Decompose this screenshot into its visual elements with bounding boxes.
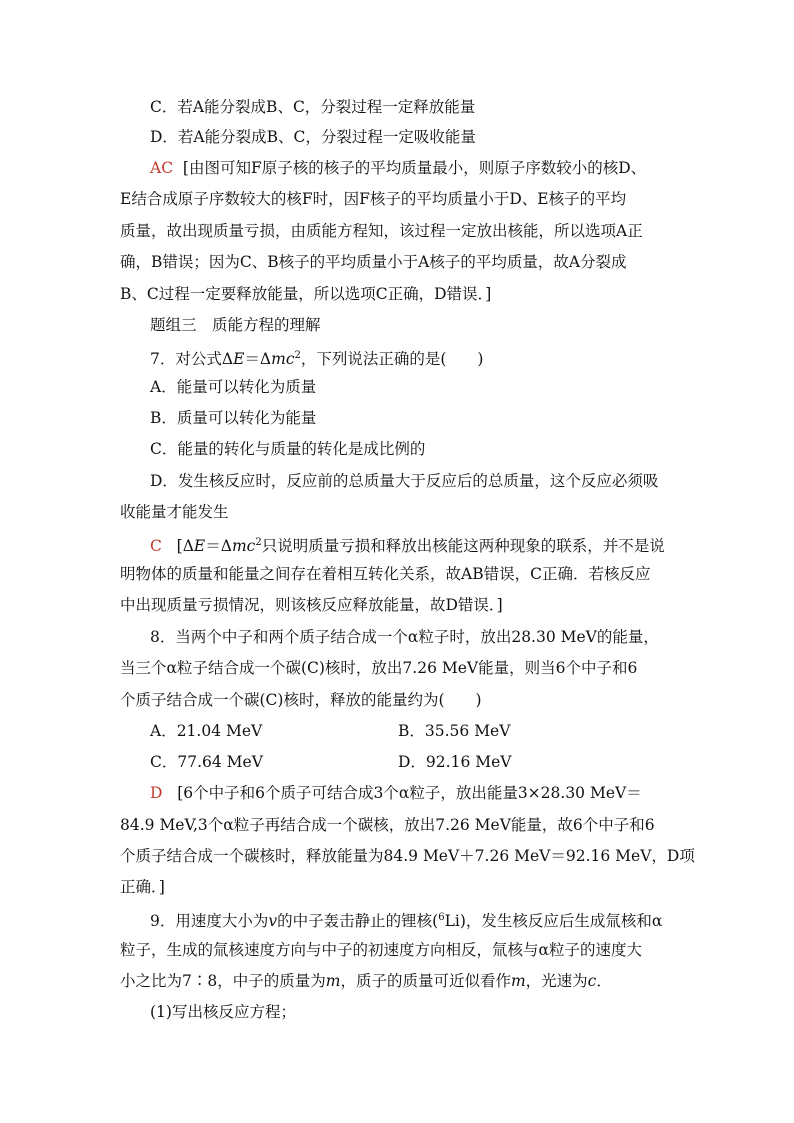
q6-explanation-line-4: 确，B错误；因为C、B核子的平均质量小于A核子的平均质量，故A分裂成 [120, 253, 627, 271]
q7-option-c: C．能量的转化与质量的转化是成比例的 [150, 440, 426, 458]
q8-option-b: B．35.56 MeV [398, 722, 511, 740]
q6-explanation-line-3: 质量，故出现质量亏损，由质能方程知，该过程一定放出核能，所以选项A正 [120, 222, 643, 240]
q9-stem-line-1: 9．用速度大小为v的中子轰击静止的锂核($^6$Li)，发生核反应后生成氚核和α [150, 912, 663, 930]
q8-explanation-line-3: 个质子结合成一个碳核时，释放能量为84.9 MeV＋7.26 MeV＝92.16 MeV，D项 [120, 847, 695, 865]
q8-answer: D [150, 784, 163, 802]
q8-option-a: A．21.04 MeV [150, 722, 263, 740]
q9-subquestion-1: (1)写出核反应方程； [150, 1003, 296, 1021]
q7-explanation-line-2: 明物体的质量和能量之间存在着相互转化关系，故AB错误，C正确．若核反应 [120, 565, 651, 583]
q6-explanation-line-1: AC [由图可知F原子核的核子的平均质量最小，则原子序数较小的核D、 [150, 159, 647, 177]
q6-answer: AC [150, 159, 174, 177]
q7-stem: 7．对公式ΔE＝Δmc$^2$，下列说法正确的是( ) [150, 350, 484, 368]
q7-explanation-line-3: 中出现质量亏损情况，则该核反应释放能量，故D错误．] [120, 596, 503, 614]
q6-explanation-line-2: E结合成原子序数较大的核F时，因F核子的平均质量小于D、E核子的平均 [120, 190, 627, 208]
q8-option-c: C．77.64 MeV [150, 753, 263, 771]
q8-option-d: D．92.16 MeV [398, 753, 512, 771]
q6-option-c: C．若A能分裂成B、C，分裂过程一定释放能量 [150, 98, 476, 116]
q7-explanation-line-1: C [ΔE＝Δmc$^2$只说明质量亏损和释放出核能这两种现象的联系，并不是说 [150, 537, 665, 555]
q8-stem-line-1: 8．当两个中子和两个质子结合成一个α粒子时，放出28.30 MeV的能量， [150, 628, 659, 646]
q7-option-d-line-1: D．发生核反应时，反应前的总质量大于反应后的总质量，这个反应必须吸 [150, 472, 659, 490]
q7-option-d-line-2: 收能量才能发生 [120, 503, 229, 521]
q9-stem-line-2: 粒子，生成的氚核速度方向与中子的初速度方向相反，氚核与α粒子的速度大 [120, 941, 642, 959]
q8-stem-line-3: 个质子结合成一个碳(C)核时，释放的能量约为( ) [120, 691, 482, 709]
q6-option-d: D．若A能分裂成B、C，分裂过程一定吸收能量 [150, 128, 476, 146]
q8-explanation-line-4: 正确．] [120, 878, 165, 896]
section-3-title: 题组三 质能方程的理解 [150, 316, 321, 334]
q6-explanation-line-5: B、C过程一定要释放能量，所以选项C正确，D错误．] [120, 285, 492, 303]
q8-explanation-line-2: 84.9 MeV,3个α粒子再结合成一个碳核，放出7.26 MeV能量，故6个中子和6 [120, 816, 655, 834]
q7-option-a: A．能量可以转化为质量 [150, 378, 317, 396]
q7-answer: C [150, 537, 162, 555]
q7-option-b: B．质量可以转化为能量 [150, 409, 317, 427]
q8-explanation-line-1: D [6个中子和6个质子可结合成3个α粒子，放出能量3×28.30 MeV＝ [150, 784, 642, 802]
q9-stem-line-3: 小之比为7∶8，中子的质量为m，质子的质量可近似看作m，光速为c． [120, 972, 612, 990]
q8-stem-line-2: 当三个α粒子结合成一个碳(C)核时，放出7.26 MeV能量，则当6个中子和6 [120, 659, 638, 677]
